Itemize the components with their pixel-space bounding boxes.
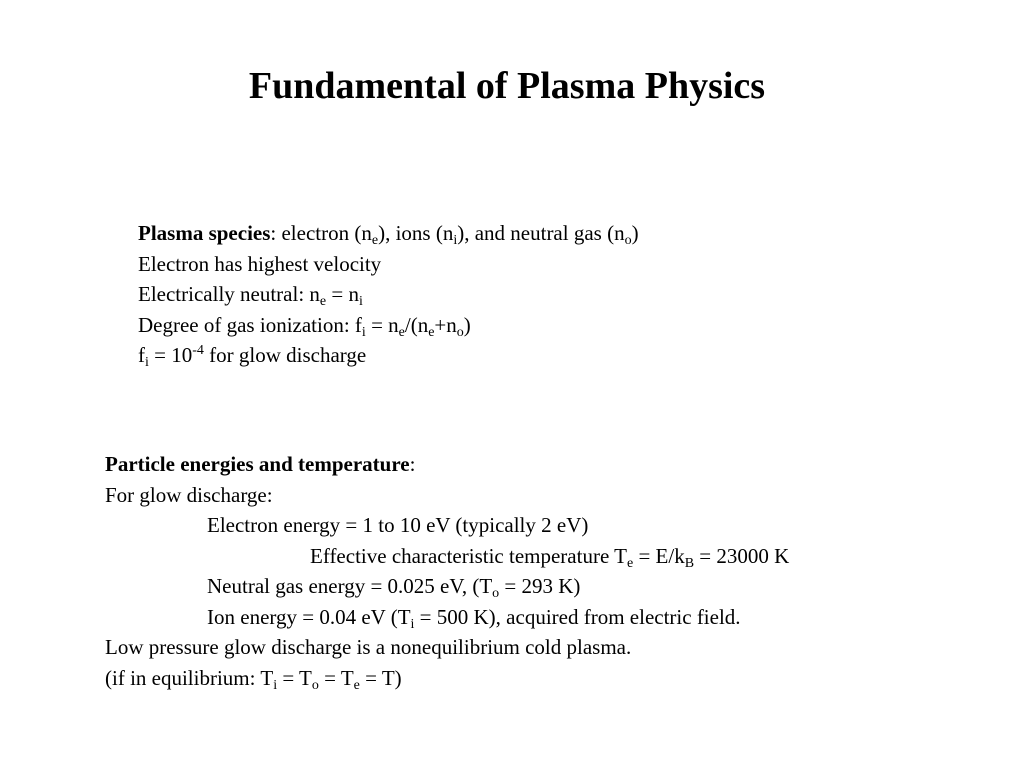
subscript: B [684, 555, 695, 571]
slide-title: Fundamental of Plasma Physics [248, 65, 766, 107]
subscript: o [311, 677, 319, 693]
particle-energies-block [105, 449, 789, 693]
subscript: e [353, 677, 360, 693]
neutral-line [138, 279, 639, 310]
for-glow-line: For glow discharge: [105, 482, 273, 507]
subscript: i [145, 355, 149, 370]
text: = 293 K) [499, 574, 581, 598]
low-pressure-line: Low pressure glow discharge is a nonequilibrium cold plasma. [105, 635, 632, 659]
text: Degree of gas ionization: f [138, 312, 362, 337]
text: = 10 [148, 343, 193, 367]
text: ), ions (n [378, 221, 454, 245]
effective-temperature-line [105, 541, 789, 572]
superscript: -4 [192, 343, 204, 358]
text: = T) [359, 665, 402, 690]
subscript: i [358, 294, 363, 309]
subscript: o [492, 586, 500, 601]
text: for glow discharge [203, 343, 367, 367]
text: +n [434, 312, 457, 337]
subscript: e [626, 555, 634, 571]
plasma-species-heading: Plasma species [138, 221, 271, 245]
subscript: e [319, 294, 327, 309]
text: (if in equilibrium: T [105, 665, 274, 690]
subscript: e [398, 324, 405, 340]
particle-energies-line [105, 449, 789, 480]
subscript: o [456, 324, 464, 340]
text: = n [365, 312, 399, 337]
text: = T [277, 665, 312, 690]
neutral-gas-energy-line [105, 571, 789, 602]
subscript: i [410, 616, 415, 632]
subscript: e [428, 324, 435, 340]
text: ) [631, 221, 639, 245]
electron-energy-line: Electron energy = 1 to 10 eV (typically 2 eV) [207, 513, 589, 537]
velocity-line: Electron has highest velocity [138, 251, 382, 276]
text: : electron (n [270, 221, 372, 245]
ion-energy-line [105, 602, 789, 633]
subscript: i [273, 677, 278, 693]
text: f [138, 343, 145, 367]
text: Electrically neutral: n [138, 282, 320, 306]
text: = T [318, 665, 354, 690]
subscript: e [371, 233, 379, 248]
text: /(n [404, 312, 429, 337]
glow-fraction-line [138, 340, 639, 371]
ionization-line [138, 310, 639, 341]
text: Effective characteristic temperature T [310, 543, 627, 568]
text: Ion energy = 0.04 eV (T [207, 604, 411, 629]
text: = 500 K), acquired from electric field. [414, 604, 741, 629]
subscript: o [624, 233, 632, 248]
plasma-species-block [138, 218, 639, 371]
subscript: i [361, 324, 366, 340]
text: = n [326, 282, 359, 306]
equilibrium-line [105, 663, 789, 694]
subscript: i [453, 233, 458, 248]
text: ) [463, 312, 471, 337]
text: Neutral gas energy = 0.025 eV, (T [207, 574, 493, 598]
text: : [409, 452, 416, 476]
text: = E/k [633, 543, 685, 568]
plasma-species-line [138, 218, 639, 249]
text: = 23000 K [694, 543, 790, 568]
text: ), and neutral gas (n [457, 221, 625, 245]
particle-energies-heading: Particle energies and temperature [105, 452, 410, 476]
